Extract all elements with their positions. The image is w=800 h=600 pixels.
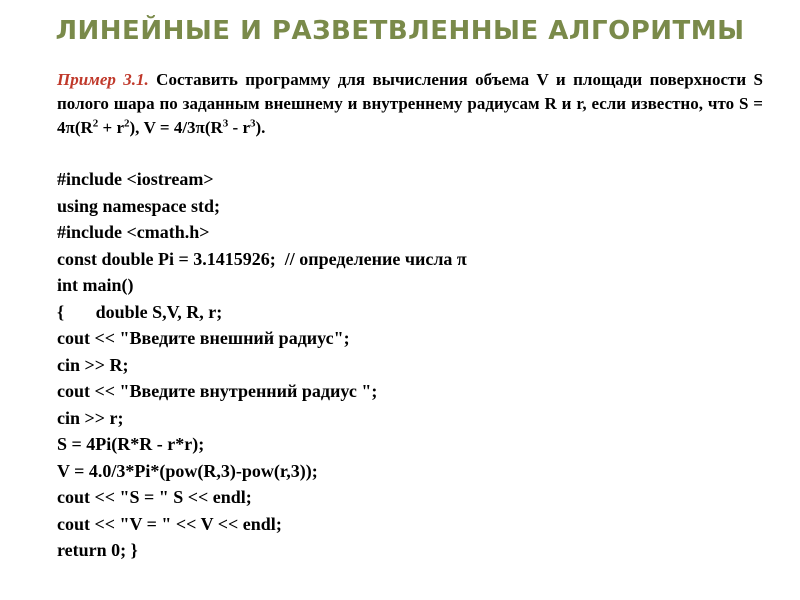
task-text-4: - r <box>228 118 251 137</box>
code-line: #include <cmath.h> <box>57 222 210 242</box>
code-line: cout << "V = " << V << endl; <box>57 513 282 534</box>
task-text-5: ). <box>255 118 266 137</box>
exponent-2: 2 <box>124 117 130 130</box>
code-line: S = 4Pi(R*R - r*r); <box>57 434 205 454</box>
code-line: cin >> R; <box>57 354 129 375</box>
code-line: int main() <box>57 275 134 295</box>
code-line: cout << "S = " S << endl; <box>57 487 252 507</box>
code-line: using namespace std; <box>57 195 221 216</box>
exponent-4: 3 <box>250 117 256 130</box>
example-label: Пример 3.1. <box>57 70 149 89</box>
code-line: return 0; } <box>57 540 138 560</box>
code-line: cout << "Введите внешний радиус"; <box>57 328 350 348</box>
code-line: { double S,V, R, r; <box>57 301 223 322</box>
code-line: #include <iostream> <box>57 169 214 189</box>
code-listing <box>57 166 757 564</box>
code-line: V = 4.0/3*Pi*(pow(R,3)-pow(r,3)); <box>57 460 318 481</box>
code-line: const double Pi = 3.1415926; // определение числа π <box>57 248 467 269</box>
code-line: cin >> r; <box>57 407 124 428</box>
exponent-3: 3 <box>222 117 229 130</box>
slide-title: ЛИНЕЙНЫЕ И РАЗВЕТВЛЕННЫЕ АЛГОРИТМЫ <box>55 16 745 46</box>
exponent-1: 2 <box>92 117 99 130</box>
task-text-3: ), V = 4/3π(R <box>129 118 223 137</box>
task-text-1: Составить программу для вычисления объема V и площади поверхности S полого шара по заданным внешнему и внутреннему радиусам R и r, если известно, что S = 4π(R <box>57 70 763 137</box>
task-statement <box>57 68 763 140</box>
task-text-2: + r <box>98 118 124 137</box>
code-line: cout << "Введите внутренний радиус "; <box>57 381 378 401</box>
